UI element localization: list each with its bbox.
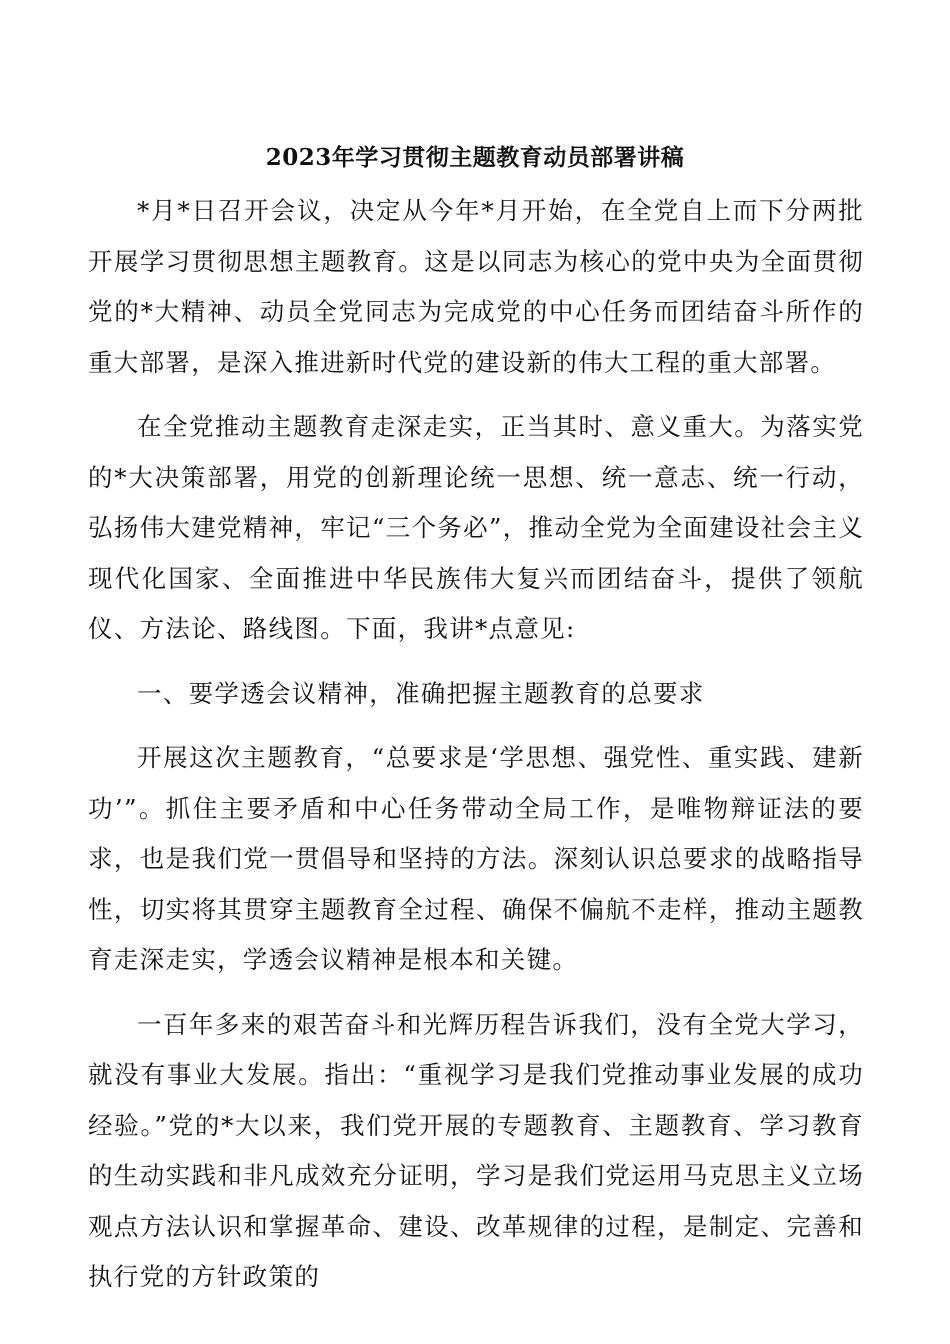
paragraph-significance: 在全党推动主题教育走深走实，正当其时、意义重大。为落实党的*大决策部署，用党的创新理论统一思想、统一意志、统一行动，弘扬伟大建党精神，牢记“三个务必”，推动全党为全面建设社会主义现代化国家、全面推进中华民族伟大复兴而团结奋斗，提供了领航仪、方法论、路线图。下面，我讲*点意见: (88, 412, 864, 643)
section-heading-1: 一、要学透会议精神，准确把握主题教育的总要求 (137, 678, 705, 708)
paragraph-intro: *月*日召开会议，决定从今年*月开始，在全党自上而下分两批开展学习贯彻思想主题教育。这是以同志为核心的党中央为全面贯彻党的*大精神、动员全党同志为完成党的中心任务而团结奋斗所作的重大部署，是深入推进新时代党的建设新的伟大工程的重大部署。 (88, 196, 864, 377)
document-body (88, 186, 864, 1303)
document-title: 2023年学习贯彻主题教育动员部署讲稿 (265, 144, 685, 171)
paragraph-history: 一百年多来的艰苦奋斗和光辉历程告诉我们，没有全党大学习，就没有事业大发展。指出：“重视学习是我们党推动事业发展的成功经验。”党的*大以来，我们党开展的专题教育、主题教育、学习教育的生动实践和非凡成效充分证明，学习是我们党运用马克思主义立场观点方法认识和掌握革命、建设、改革规律的过程，是制定、完善和执行党的方针政策的 (88, 1009, 864, 1291)
paragraph-requirements: 开展这次主题教育，“总要求是‘学思想、强党性、重实践、建新功’”。抓住主要矛盾和中心任务带动全局工作，是唯物辩证法的要求，也是我们党一贯倡导和坚持的方法。深刻认识总要求的战略指导性，切实将其贯穿主题教育全过程、确保不偏航不走样，推动主题教育走深走实，学透会议精神是根本和关键。 (88, 743, 864, 974)
